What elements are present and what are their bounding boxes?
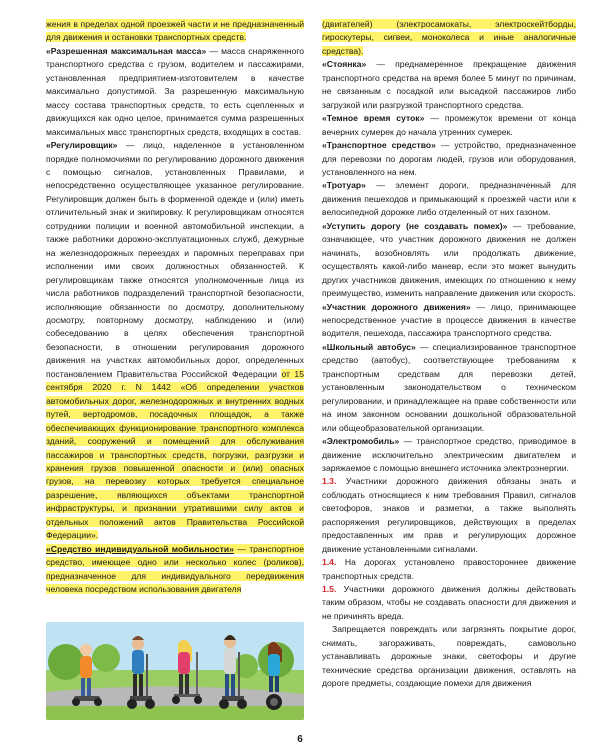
term-traffic-controller: «Регулировщик» [46, 140, 118, 151]
definition-personal-mobility [46, 543, 304, 597]
rule-text: На дорогах установлено правостороннее движение транспортных средств. [322, 557, 576, 581]
definition-electric-car [322, 435, 576, 475]
paragraph-mobility-continued [322, 18, 576, 58]
section-number: 1.3. [322, 476, 337, 487]
section-number: 1.5. [322, 584, 337, 595]
term-electric-car: «Электромобиль» [322, 436, 400, 447]
definition-max-mass [46, 45, 304, 139]
rule-1-4 [322, 556, 576, 583]
definition-text: — транспортное средство, приводимое в движение исключительно электрическим двигателем и заряжаемое с помощью внешнего источника электроэнергии. [322, 436, 576, 473]
right-column [322, 18, 576, 691]
definition-text: — специализированное транспортное средство (автобус), соответствующее требованиям к транспортным средствам для перевозки детей, установленным законодательством о техническом регулировании, и принадлежащее на праве собственности или на ином законном основании дошкольной образовательной или общеобразовательной организации. [322, 341, 576, 433]
definition-text: — промежуток времени от конца вечерних сумерек до начала утренних сумерек. [322, 113, 576, 137]
rule-text: Запрещается повреждать или загрязнять покрытие дорог, снимать, загораживать, повреждать, самовольно устанавливать дорожные знаки, светофоры и другие технические средства организации движения, оставлять на дороге предметы, создающие помехи для движения [322, 624, 576, 689]
definition-parking [322, 58, 576, 112]
definition-dark-time [322, 112, 576, 139]
definition-traffic-controller [46, 139, 304, 543]
definition-text: — устройство, предназначенное для перевозки по дорогам людей, грузов или оборудования, установленного на нем. [322, 140, 576, 177]
highlighted-text: жения в пределах одной проезжей части и не предназначенный для движения и остановки транспортных средств. [46, 19, 304, 43]
definition-yield [322, 220, 576, 301]
definition-sidewalk [322, 179, 576, 219]
highlighted-text: (двигателей) (электросамокаты, электроскейтборды, гироскутеры, сигвеи, моноколеса и иные аналогичные средства). [322, 19, 576, 56]
definition-school-bus [322, 341, 576, 435]
highlighted-text: — транспортное средство, имеющее одно или несколько колес (роликов), предназначенное для индивидуального передвижения человека посредством использования двигателя [46, 543, 304, 595]
paragraph-road-element-end [46, 18, 304, 45]
section-number: 1.4. [322, 557, 337, 568]
page-number: 6 [297, 734, 303, 745]
definition-text: — лицо, наделенное в установленном порядке полномочиями по регулированию дорожного движения с помощью сигналов, установленных Правилами, и непосредственно осуществляющее указанное регулирование. Регулировщик должен быть в форменной одежде и (или) иметь отличительный знак и экипировку. К регулировщикам относятся сотрудники полиции и военной автомобильной инспекции, а также работники дорожно-эксплуатационных служб, дежурные на железнодорожных переездах и паромных переправах при исполнении ими своих должностных обязанностей. К регулировщикам также относятся уполномоченные лица из числа работников подразделений транспортной безопасности, исполняющие обязанности по досмотру, дополнительному досмотру, повторному досмотру, наблюдению и (или) собеседованию в целях обеспечения транспортной безопасности, в отношении регулирования дорожного движения на участках автомобильных дорог, определенных постановлением Правительства Российской Федерации [46, 140, 304, 379]
highlighted-text: от 15 сентября 2020 г. N 1442 «Об определении участков автомобильных дорог, железнодорожных и внутренних водных путей, вертодромов, посадочных площадок, а также обеспечивающих функционирование транспортного комплекса зданий, сооружений и помещений для обслуживания пассажиров и транспортных средств, погрузки, разгрузки и хранения грузов повышенной опасности и (или) опасных грузов, на перевозку которых требуется специальное разрешение, являющихся объектами транспортной инфраструктуры, и признании утратившими силу актов и отдельных положений актов Правительства Российской Федерации». [46, 368, 304, 541]
term-school-bus: «Школьный автобус» [322, 341, 416, 352]
rule-text: Участники дорожного движения должны действовать таким образом, чтобы не создавать опасности для движения и не причинять вреда. [322, 584, 576, 621]
definition-text: — лицо, принимающее непосредственное участие в процессе движения в качестве водителя, пешехода, пассажира транспортного средства. [322, 301, 576, 339]
rule-1-3 [322, 475, 576, 556]
term-dark-time: «Темное время суток» [322, 113, 425, 124]
term-personal-mobility: «Средство индивидуальной мобильности» [46, 543, 234, 554]
definition-text: — элемент дороги, предназначенный для движения пешеходов и примыкающий к проезжей части или к велосипедной дорожке либо отделенный от них газоном. [322, 180, 576, 218]
term-traffic-participant: «Участник дорожного движения» [322, 301, 471, 312]
definition-text: — масса снаряженного транспортного средства с грузом, водителем и пассажирами, установленная предприятием-изготовителем в качестве максимально допустимой. За разрешенную максимальную массу состава транспортных средств, то есть сцепленных и движущихся как одно целое, принимается сумма разрешенных максимальных масс транспортных средств, входящих в состав. [46, 45, 304, 137]
rule-prohibition [322, 623, 576, 690]
definition-traffic-participant [322, 301, 576, 341]
term-max-mass: «Разрешенная максимальная масса» [46, 45, 207, 56]
term-parking: «Стоянка» [322, 59, 367, 70]
term-sidewalk: «Тротуар» [322, 180, 366, 191]
left-column [46, 18, 304, 596]
definition-text: — требование, означающее, что участник дорожного движения не должен начинать, возобновлять или продолжать движение, осуществлять какой-либо маневр, если это может вынудить других участников движения, имеющих по отношению к нему преимущество, изменить направление движения или скорость. [322, 220, 577, 299]
term-yield: «Уступить дорогу (не создавать помех)» [322, 220, 508, 231]
people-on-personal-mobility-devices-illustration [46, 622, 304, 720]
definition-text: — преднамеренное прекращение движения транспортного средства на время более 5 минут по причинам, не связанным с посадкой или высадкой пассажиров либо загрузкой или разгрузкой транспортного средства. [322, 59, 576, 110]
term-vehicle: «Транспортное средство» [322, 140, 436, 151]
rule-1-5 [322, 583, 576, 623]
definition-vehicle [322, 139, 576, 179]
rule-text: Участники дорожного движения обязаны знать и соблюдать относящиеся к ним требования Правил, сигналов светофоров, знаков и разметки, а также выполнять распоряжения регулировщиков, действующих в пределах предоставленных им прав и регулирующих дорожное движение установленными сигналами. [322, 476, 576, 554]
